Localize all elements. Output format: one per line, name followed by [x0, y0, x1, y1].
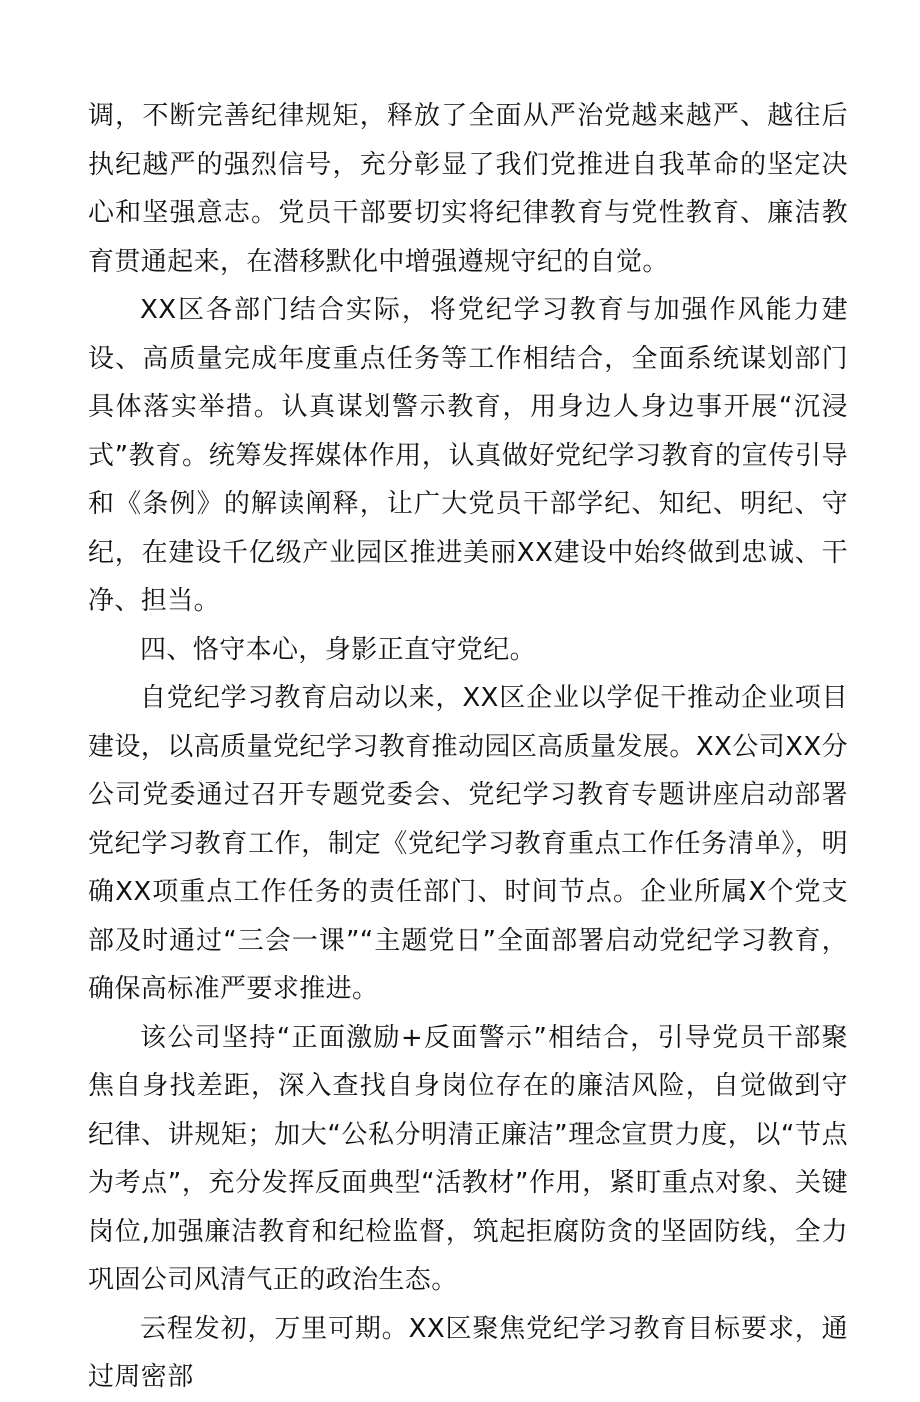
- section-heading-four: 四、恪守本心，身影正直守党纪。: [140, 634, 537, 665]
- paragraph-continuation: 调，不断完善纪律规矩，释放了全面从严治党越来越严、越往后执纪越严的强烈信号，充分彰显了我们党推进自我革命的坚定决心和坚强意志。党员干部要切实将纪律教育与党性教育、廉洁教育贯通起来，在潜移默化中增强遵规守纪的自觉。: [88, 101, 848, 277]
- document-page: [88, 92, 848, 1402]
- paragraph-district-departments: XX区各部门结合实际，将党纪学习教育与加强作风能力建设、高质量完成年度重点任务等工作相结合，全面系统谋划部门具体落实举措。认真谋划警示教育，用身边人身边事开展“沉浸式”教育。统筹发挥媒体作用，认真做好党纪学习教育的宣传引导和《条例》的解读阐释，让广大党员干部学纪、知纪、明纪、守纪，在建设千亿级产业园区推进美丽XX建设中始终做到忠诚、干净、担当。: [88, 295, 848, 616]
- paragraph-enterprise-study: 自党纪学习教育启动以来，XX区企业以学促干推动企业项目建设，以高质量党纪学习教育推动园区高质量发展。XX公司XX分公司党委通过召开专题党委会、党纪学习教育专题讲座启动部署党纪学习教育工作，制定《党纪学习教育重点工作任务清单》，明确XX项重点工作任务的责任部门、时间节点。企业所属X个党支部及时通过“三会一课”“主题党日”全面部署启动党纪学习教育，确保高标准严要求推进。: [88, 683, 848, 1004]
- paragraph-company-warning: 该公司坚持“正面激励+反面警示”相结合，引导党员干部聚焦自身找差距，深入查找自身岗位存在的廉洁风险，自觉做到守纪律、讲规矩；加大“公私分明清正廉洁”理念宣贯力度，以“节点为考点”，充分发挥反面典型“活教材”作用，紧盯重点对象、关键岗位,加强廉洁教育和纪检监督，筑起拒腐防贪的坚固防线，全力巩固公司风清气正的政治生态。: [88, 1022, 848, 1295]
- paragraph-closing: 云程发初，万里可期。XX区聚焦党纪学习教育目标要求，通过周密部: [88, 1313, 848, 1392]
